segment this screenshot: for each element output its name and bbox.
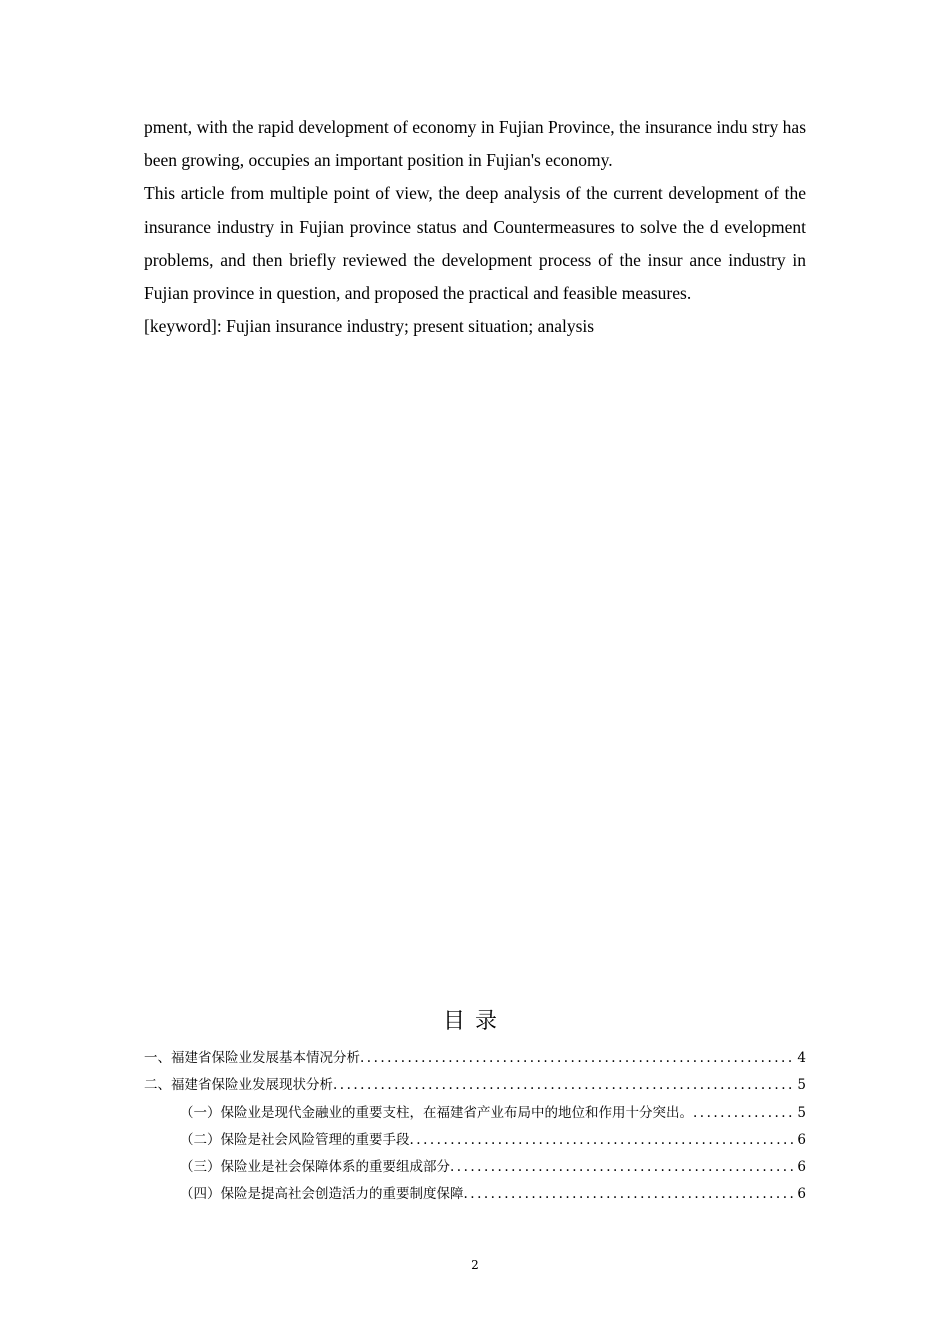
toc-entry-text: （二）保险是社会风险管理的重要手段	[180, 1131, 410, 1148]
page-number: 2	[471, 1258, 479, 1272]
toc-entry[interactable]	[144, 1072, 806, 1099]
toc-subentry[interactable]	[144, 1127, 806, 1154]
toc-entry-page: 6	[797, 1159, 806, 1176]
toc-entry-page: 6	[797, 1186, 806, 1203]
toc-leader-dots	[410, 1127, 796, 1154]
toc-entry-text: （四）保险是提高社会创造活力的重要制度保障	[180, 1186, 464, 1203]
toc-leader-dots	[360, 1045, 795, 1072]
toc-entry-page: 4	[797, 1050, 806, 1066]
toc-entry[interactable]	[144, 1045, 806, 1072]
toc-leader-dots	[333, 1072, 795, 1099]
toc-entry-text: （三）保险业是社会保障体系的重要组成部分	[180, 1159, 450, 1176]
toc-entry-page: 6	[797, 1131, 806, 1148]
toc-leader-dots	[693, 1100, 795, 1127]
toc-leader-dots	[450, 1154, 795, 1181]
abstract-paragraph: This article from multiple point of view, the deep analysis of the current development of the insurance industry in Fujian province status and Countermeasures to solve the d evelopment problems, and then briefly reviewed the development process of the insur ance industry in Fujian province in question, and proposed the practical and feasible measures.	[144, 183, 806, 304]
abstract-paragraph: pment, with the rapid development of economy in Fujian Province, the insurance indu stry has been growing, occupies an important position in Fujian's economy.	[144, 117, 806, 171]
toc-subentry[interactable]	[144, 1154, 806, 1181]
toc-leader-dots	[464, 1181, 796, 1208]
toc-subentry[interactable]	[144, 1181, 806, 1208]
toc-entry-text: 一、福建省保险业发展基本情况分析	[144, 1050, 360, 1066]
toc-entry-text: （一）保险业是现代金融业的重要支柱，在福建省产业布局中的地位和作用十分突出。	[180, 1104, 693, 1121]
english-abstract	[144, 111, 806, 343]
toc-subentry[interactable]	[144, 1100, 806, 1127]
toc-entry-page: 5	[797, 1104, 806, 1121]
toc-title: 目录	[442, 1009, 507, 1034]
toc-entry-page: 5	[797, 1077, 806, 1094]
keywords-line: [keyword]: Fujian insurance industry; present situation; analysis	[144, 316, 595, 337]
toc-entry-text: 二、福建省保险业发展现状分析	[144, 1077, 333, 1094]
table-of-contents	[144, 1045, 806, 1209]
